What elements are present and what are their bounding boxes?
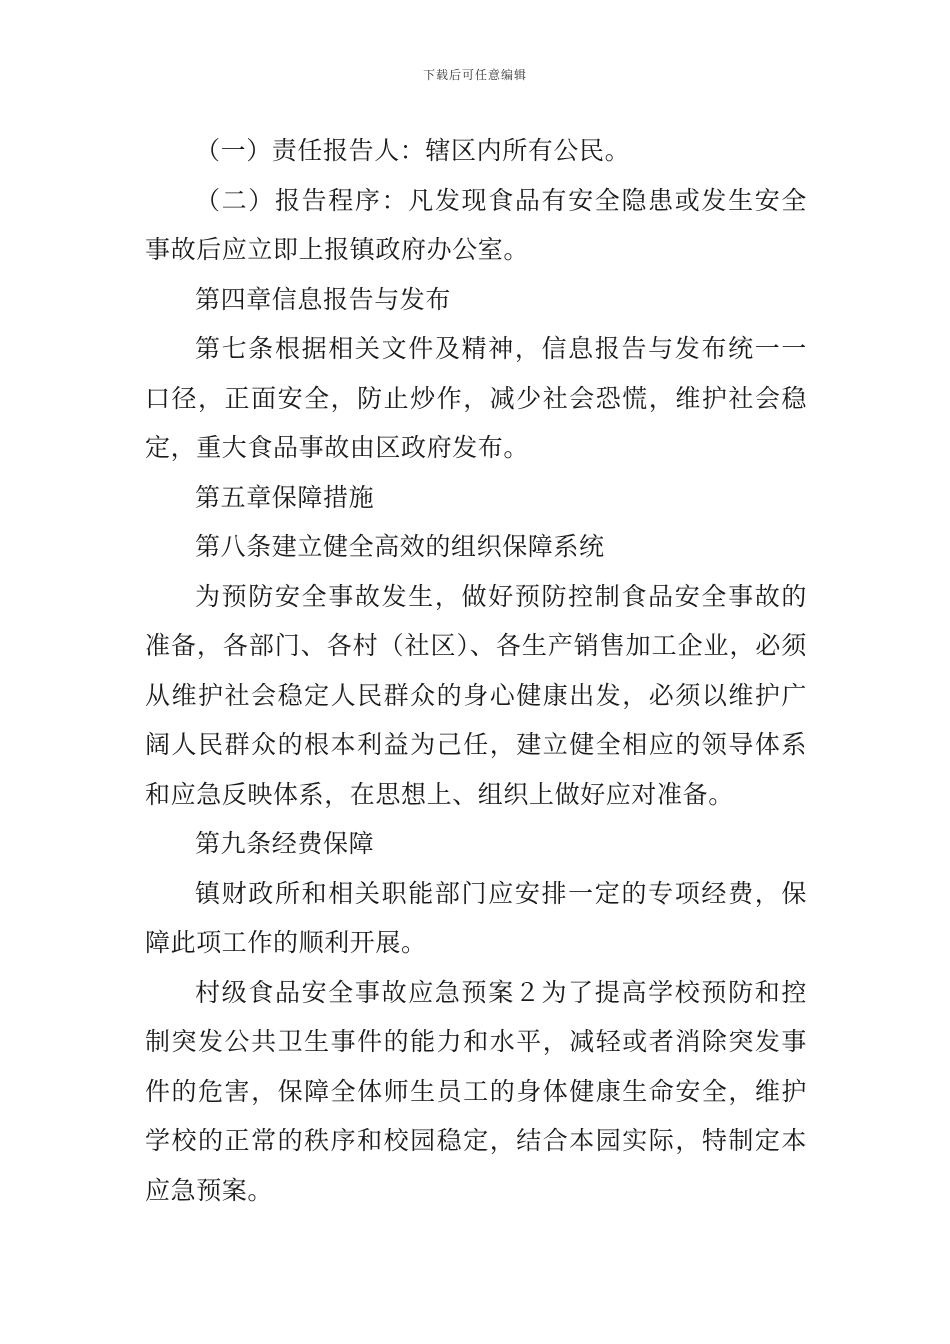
paragraph-funding: 镇财政所和相关职能部门应安排一定的专项经费，保障此项工作的顺利开展。 [145, 878, 807, 957]
paragraph-report-procedure: （二）报告程序：凡发现食品有安全隐患或发生安全事故后应立即上报镇政府办公室。 [145, 185, 807, 264]
paragraph-prevention: 为预防安全事故发生，做好预防控制食品安全事故的准备，各部门、各村（社区）、各生产销售加工企业，必须从维护社会稳定人民群众的身心健康出发，必须以维护广阔人民群众的根本利益为己任，建立健全相应的领导体系和应急反映体系，在思想上、组织上做好应对准备。 [145, 581, 807, 809]
paragraph-emergency-plan-2: 村级食品安全事故应急预案２为了提高学校预防和控制突发公共卫生事件的能力和水平，减轻或者消除突发事件的危害，保障全体师生员工的身体健康生命安全，维护学校的正常的秩序和校园稳定，结合本园实际，特制定本应急预案。 [145, 977, 807, 1205]
article-8-heading: 第八条建立健全高效的组织保障系统 [195, 532, 605, 561]
chapter-heading-4: 第四章信息报告与发布 [195, 284, 452, 314]
document-body [145, 126, 807, 1215]
article-9-heading: 第九条经费保障 [195, 829, 375, 858]
paragraph-reporter: （一）责任报告人：辖区内所有公民。 [195, 136, 631, 165]
chapter-heading-5: 第五章保障措施 [195, 482, 375, 512]
paragraph-article-7: 第七条根据相关文件及精神，信息报告与发布统一一口径，正面安全，防止炒作，减少社会恐慌，维护社会稳定，重大食品事故由区政府发布。 [145, 334, 807, 462]
page-header: 下载后可任意编辑 [422, 68, 527, 82]
